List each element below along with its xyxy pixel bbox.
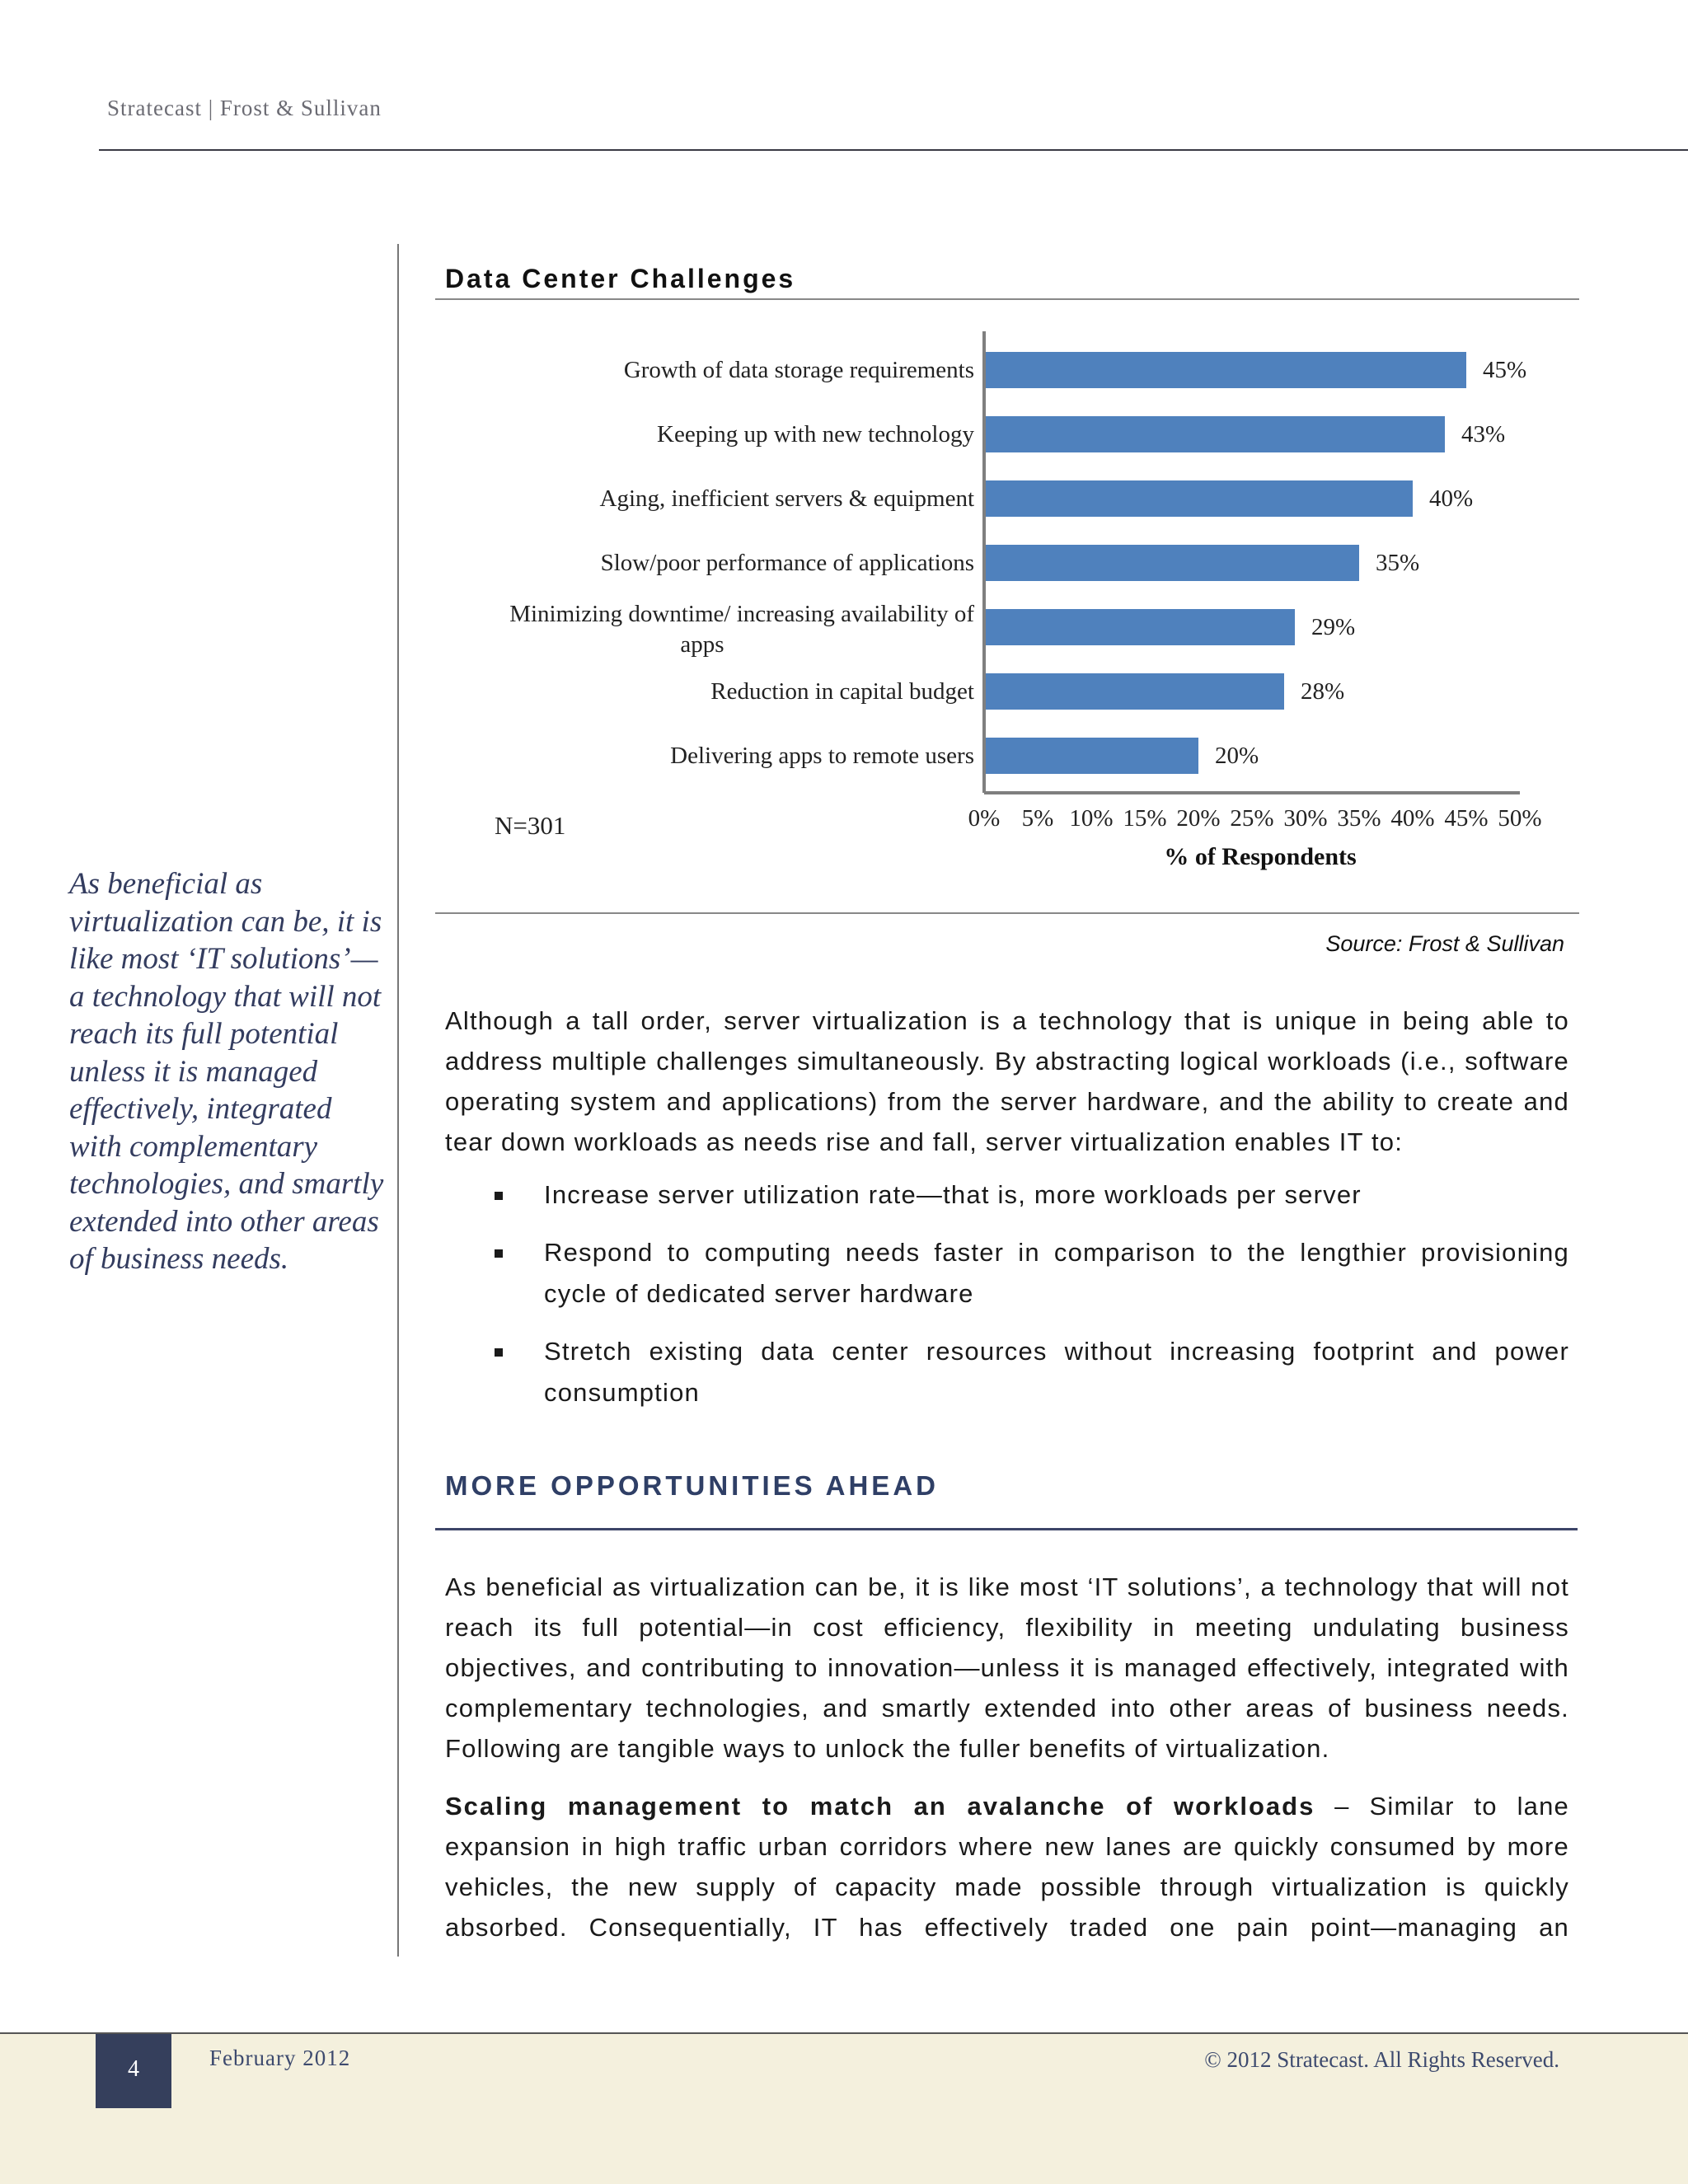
footer xyxy=(0,2032,1688,2184)
bullet-list xyxy=(445,1174,1569,1413)
footer-date: February 2012 xyxy=(209,2046,351,2070)
x-tick-label: 35% xyxy=(1337,805,1381,832)
category-label: Delivering apps to remote users xyxy=(670,743,974,769)
x-tick-label: 40% xyxy=(1390,805,1435,832)
bar-value-label: 29% xyxy=(1311,614,1356,640)
x-tick-label: 25% xyxy=(1230,805,1274,832)
bar xyxy=(986,738,1198,774)
chart-bottom-rule xyxy=(435,912,1579,914)
category-label: Growth of data storage requirements xyxy=(623,357,974,383)
section-heading: MORE OPPORTUNITIES AHEAD xyxy=(445,1470,939,1501)
chart-title-rule xyxy=(435,298,1579,300)
bar-value-label: 40% xyxy=(1429,485,1474,512)
x-tick-label: 15% xyxy=(1123,805,1167,832)
chart-source: Source: Frost & Sullivan xyxy=(1325,931,1564,956)
bar-value-label: 35% xyxy=(1376,550,1420,576)
footer-copyright: © 2012 Stratecast. All Rights Reserved. xyxy=(1204,2047,1559,2072)
bar xyxy=(986,673,1284,710)
chart-title: Data Center Challenges xyxy=(445,264,796,293)
x-tick-label: 20% xyxy=(1176,805,1221,832)
header-brand: Stratecast | Frost & Sullivan xyxy=(107,96,382,120)
paragraph-scaling-lead: Scaling management to match an avalanche of workloads xyxy=(445,1792,1315,1821)
category-label: Slow/poor performance of applications xyxy=(600,550,974,576)
footer-rule xyxy=(0,2032,1688,2034)
pull-quote: As beneficial as virtualization can be, it is like most ‘IT solutions’—a technology that will not reach its full potential unless it is managed effectively, integrated with complementary technologies, and smartly extended into other areas of business needs. xyxy=(69,867,384,1276)
bar-value-label: 20% xyxy=(1215,743,1259,769)
x-tick-label: 5% xyxy=(1021,805,1054,832)
bullet-item: Increase server utilization rate—that is, more workloads per server xyxy=(445,1174,1569,1216)
x-tick-label: 45% xyxy=(1444,805,1489,832)
bar xyxy=(986,545,1359,581)
sample-size-note: N=301 xyxy=(495,811,566,840)
paragraph-opportunities: As beneficial as virtualization can be, it is like most ‘IT solutions’, a technology that will not reach its full potential—in cost efficiency, flexibility in meeting undulating business objectives, and contributing to innovation—unless it is managed effectively, integrated with complementary technologies, and smartly extended into other areas of business needs. Following are tangible ways to unlock the fuller benefits of virtualization. xyxy=(445,1572,1569,1763)
x-tick-label: 50% xyxy=(1498,805,1542,832)
bar-value-label: 43% xyxy=(1461,421,1506,448)
bar xyxy=(986,352,1466,388)
category-label: Minimizing downtime/ increasing availability of apps xyxy=(509,601,974,658)
category-label: Aging, inefficient servers & equipment xyxy=(599,485,974,512)
bullet-item: Respond to computing needs faster in comparison to the lengthier provisioning cycle of dedicated server hardware xyxy=(445,1232,1569,1315)
bar xyxy=(986,609,1295,645)
bar xyxy=(986,480,1413,517)
column-divider xyxy=(397,244,399,1957)
x-tick-label: 0% xyxy=(968,805,1001,832)
paragraph-scaling-text: – Similar to lane expansion in high traffic urban corridors where new lanes are quickly consumed by more vehicles, the new supply of capacity made possible through virtualization is quickly absorbed. Consequentially, IT has effectively traded one pain point—managing an xyxy=(445,1792,1569,1942)
x-tick-label: 10% xyxy=(1069,805,1114,832)
category-label: Reduction in capital budget xyxy=(710,678,974,705)
page-number: 4 xyxy=(96,2034,171,2108)
header-rule xyxy=(99,149,1688,151)
x-axis-label: % of Respondents xyxy=(1164,843,1357,870)
bar-chart xyxy=(429,326,1566,886)
paragraph-scaling xyxy=(445,1786,1569,1947)
bar-value-label: 45% xyxy=(1483,357,1527,383)
bar xyxy=(986,416,1445,452)
category-label: Keeping up with new technology xyxy=(657,421,974,448)
section-rule xyxy=(435,1528,1578,1530)
bullet-item: Stretch existing data center resources without increasing footprint and power consumption xyxy=(445,1331,1569,1413)
bar-value-label: 28% xyxy=(1301,678,1345,705)
paragraph-intro: Although a tall order, server virtualization is a technology that is unique in being able to address multiple challenges simultaneously. By abstracting logical workloads (i.e., software operating system and applications) from the server hardware, and the ability to create and tear down workloads as needs rise and fall, server virtualization enables IT to: xyxy=(445,1006,1569,1156)
x-tick-label: 30% xyxy=(1283,805,1328,832)
